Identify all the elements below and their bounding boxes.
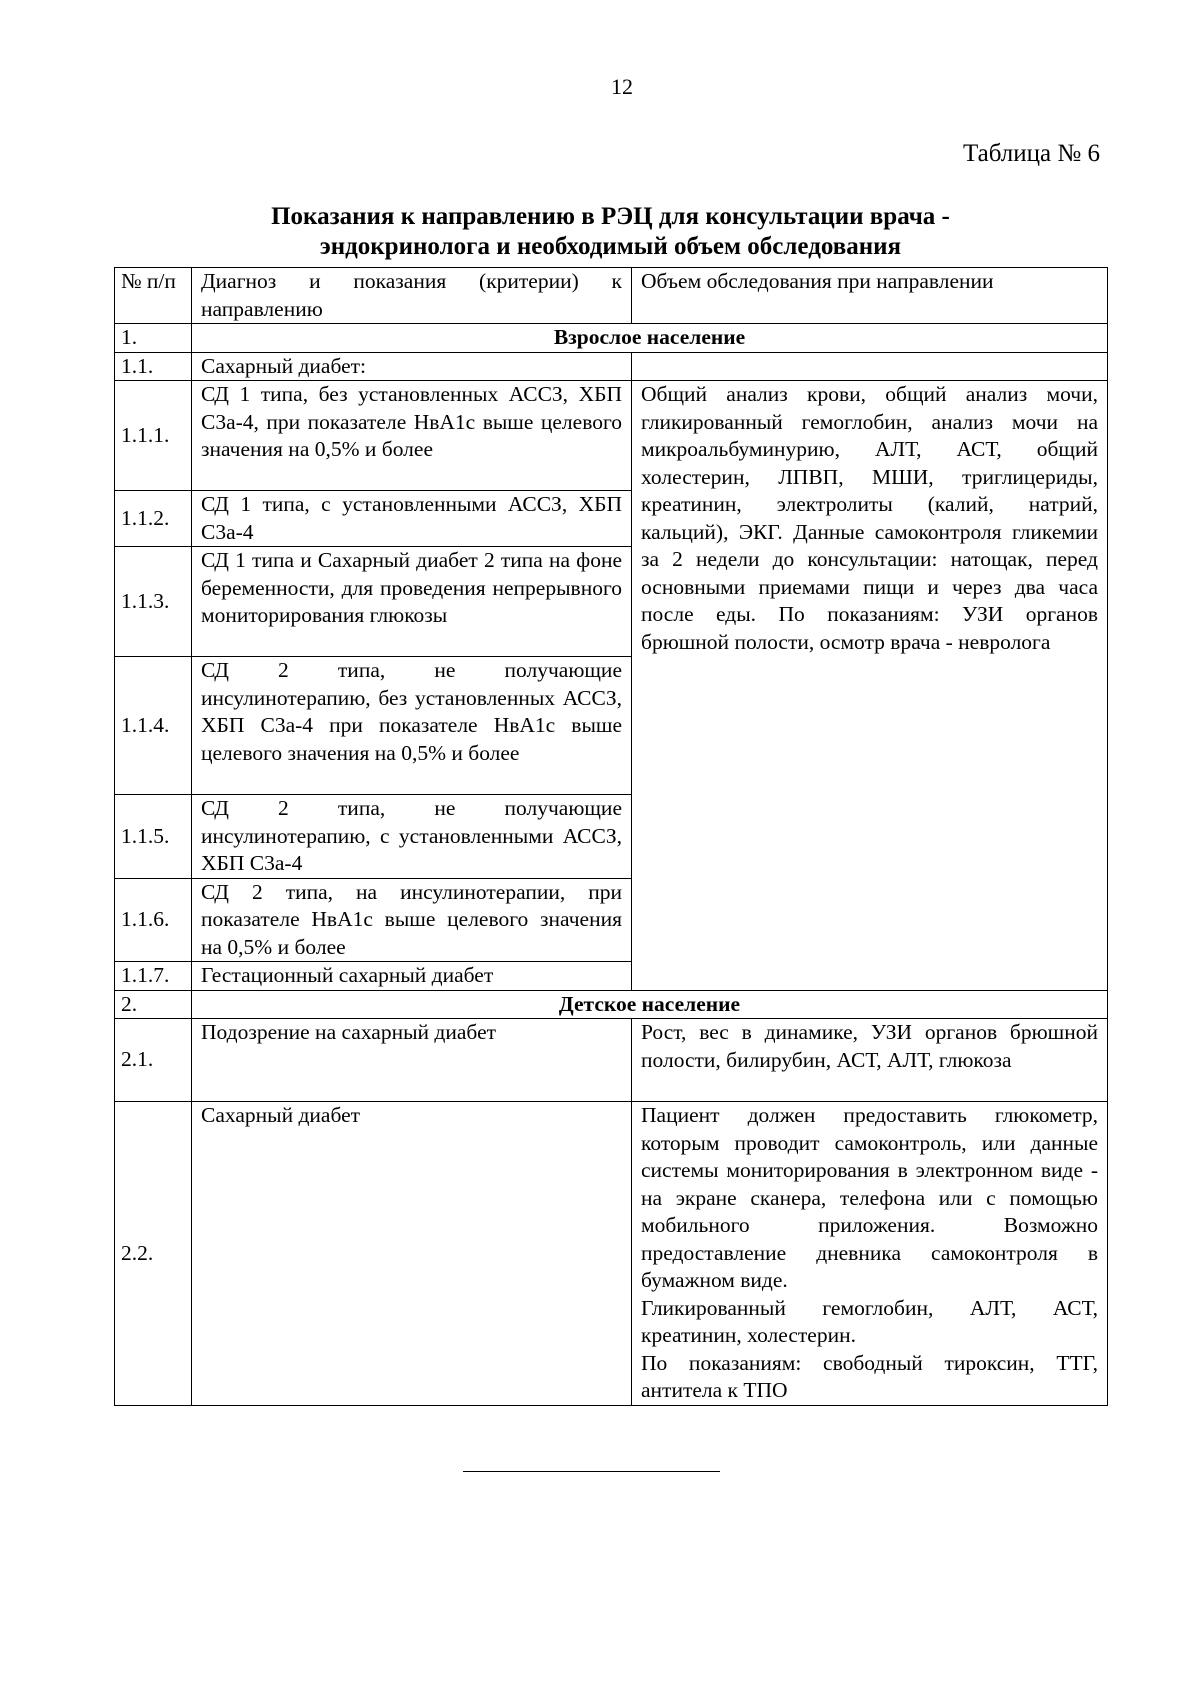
row-diagnosis: Гестационный сахарный диабет: [192, 962, 632, 991]
row-exam: Рост, вес в динамике, УЗИ органов брюшной полости, билирубин, АСТ, АЛТ, глюкоза: [632, 1019, 1108, 1102]
row-diagnosis: СД 1 типа, без установленных АССЗ, ХБП С3а-4, при показателе НвА1с выше целевого значения на 0,5% и более: [192, 381, 632, 491]
row-exam-empty: [632, 352, 1108, 381]
header-exam: Объем обследования при направлении: [632, 268, 1108, 324]
title-line-2: эндокринолога и необходимый объем обследования: [319, 233, 902, 260]
footer-divider: [463, 1471, 720, 1472]
row-diagnosis: СД 2 типа, на инсулинотерапии, при показателе НвА1с выше целевого значения на 0,5% и более: [192, 878, 632, 962]
table-header-row: [115, 268, 1108, 324]
row-num: 1.1.3.: [115, 547, 192, 657]
section-row-child: [115, 990, 1108, 1019]
row-diagnosis: Сахарный диабет:: [192, 352, 632, 381]
adult-exam-cell: [632, 381, 1108, 991]
row-num: 1.1.4.: [115, 657, 192, 795]
row-diagnosis: СД 2 типа, не получающие инсулинотерапию, без установленных АССЗ, ХБП С3а-4 при показателе НвА1с выше целевого значения на 0,5% и более: [192, 657, 632, 795]
table-row: [115, 381, 1108, 491]
page-number: 12: [611, 74, 633, 99]
section-num: 2.: [115, 990, 192, 1019]
row-diagnosis: Подозрение на сахарный диабет: [192, 1019, 632, 1102]
exam-paragraph-1: Пациент должен предоставить глюкометр, которым проводит самоконтроль, или данные системы мониторирования в электронном виде - на экране сканера, телефона или с помощью мобильного приложения. Возможно предоставление дневника самоконтроля в бумажном виде.: [641, 1103, 1098, 1292]
table-row: [115, 352, 1108, 381]
row-diagnosis: Сахарный диабет: [192, 1102, 632, 1406]
header-diagnosis: Диагноз и показания (критерии) к направлению: [192, 268, 632, 324]
row-diagnosis: СД 2 типа, не получающие инсулинотерапию, с установленными АССЗ, ХБП С3а-4: [192, 795, 632, 879]
header-num: № п/п: [115, 268, 192, 324]
exam-paragraph-3: По показаниям: свободный тироксин, ТТГ, антитела к ТПО: [641, 1350, 1098, 1402]
indications-table: [114, 267, 1108, 1406]
row-num: 1.1.6.: [115, 878, 192, 962]
table-row: [115, 1019, 1108, 1102]
row-num: 2.1.: [115, 1019, 192, 1102]
title-line-1: Показания к направлению в РЭЦ для консультации врача -: [271, 203, 950, 230]
row-num: 1.1.: [115, 352, 192, 381]
table-label: Таблица № 6: [962, 140, 1100, 167]
section-title: Взрослое население: [192, 324, 1108, 353]
row-diagnosis: СД 1 типа и Сахарный диабет 2 типа на фоне беременности, для проведения непрерывного мониторирования глюкозы: [192, 547, 632, 657]
row-num: 1.1.1.: [115, 381, 192, 491]
row-num: 1.1.7.: [115, 962, 192, 991]
row-diagnosis: СД 1 типа, с установленными АССЗ, ХБП С3а-4: [192, 491, 632, 547]
section-row-adult: [115, 324, 1108, 353]
section-title: Детское население: [192, 990, 1108, 1019]
row-exam: [632, 1102, 1108, 1406]
exam-paragraph-2: Гликированный гемоглобин, АЛТ, АСТ, креатинин, холестерин.: [641, 1295, 1098, 1347]
section-num: 1.: [115, 324, 192, 353]
row-num: 1.1.5.: [115, 795, 192, 879]
adult-exam-text: Общий анализ крови, общий анализ мочи, гликированный гемоглобин, анализ мочи на микроальбуминурию, АЛТ, АСТ, общий холестерин, ЛПВП, МШИ, триглицериды, креатинин, электролиты (калий, натрий, кальций), ЭКГ. Данные самоконтроля гликемии за 2 недели до консультации: натощак, перед основными приемами пищи и через два часа после еды. По показаниям: УЗИ органов брюшной полости, осмотр врача - невролога: [641, 382, 1098, 654]
table-row: [115, 1102, 1108, 1406]
row-num: 2.2.: [115, 1102, 192, 1406]
row-num: 1.1.2.: [115, 491, 192, 547]
document-title: [114, 202, 1107, 262]
